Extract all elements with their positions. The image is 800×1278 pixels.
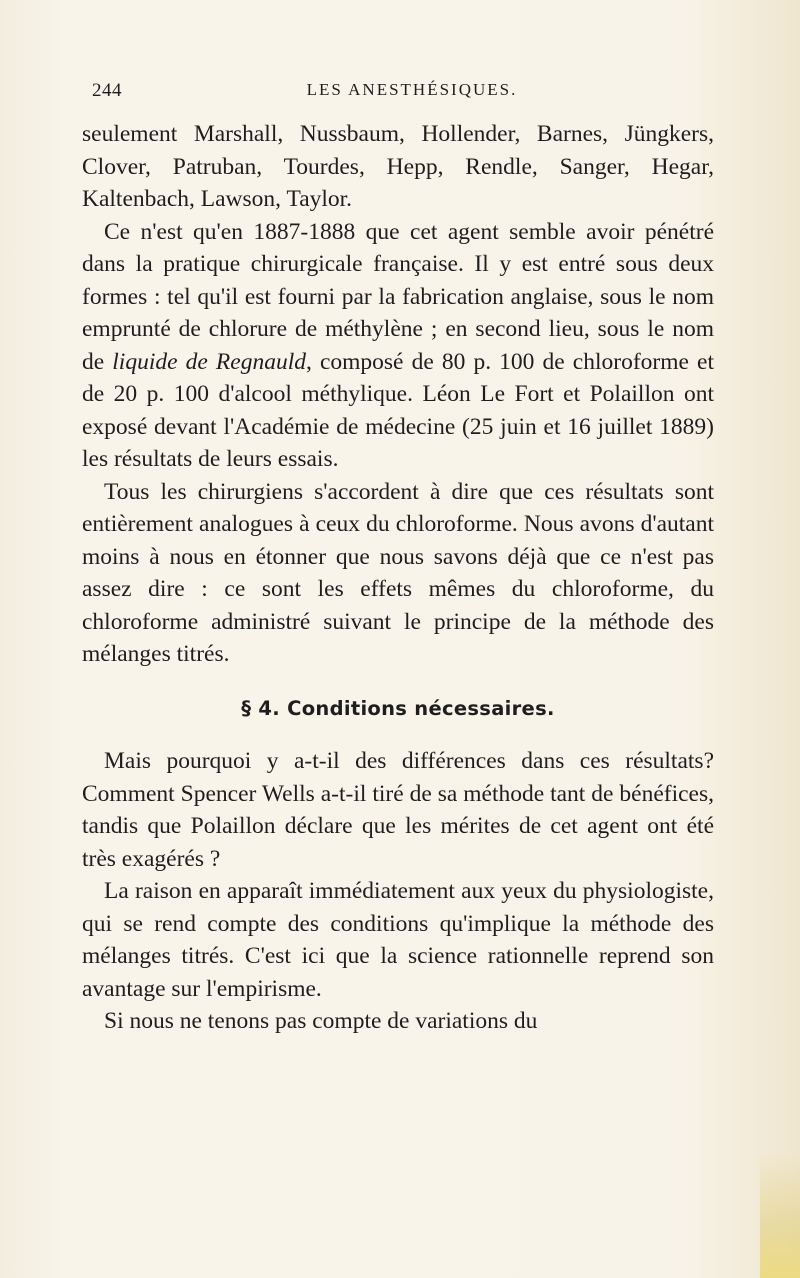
paragraph-6-text: Si nous ne tenons pas compte de variations du [104,1008,538,1034]
paragraph-1-text: seulement Marshall, Nussbaum, Hollender, Barnes, Jüngkers, Clover, Patruban, Tourdes, Hepp, Rendle, Sanger, Hegar, Kaltenbach, Lawson, Taylor. [82,121,714,212]
paragraph-2-italic-term: liquide de Regnauld [112,348,306,375]
paragraph-3 [82,476,714,671]
page-header [92,80,732,108]
paragraph-2 [82,216,714,476]
paragraph-2-text-start: Ce n'est qu'en 1887-1888 que cet agent semble avoir pénétré dans la pratique chirurgicale française. Il y est entré sous deux formes : tel qu'il est fourni par la fabrication anglaise, sous le nom emprunté de chlorure de méthylène ; en second lieu, sous le nom de [82,218,714,375]
running-title: LES ANESTHÉSIQUES. [306,80,518,99]
section-heading: § 4. Conditions nécessaires. [241,696,555,720]
paragraph-1 [82,118,714,216]
paragraph-5 [82,875,714,1005]
paragraph-2-text-end: , composé de 80 p. 100 de chloroforme et de 20 p. 100 d'alcool méthylique. Léon Le Fort et Polaillon ont exposé devant l'Académie de médecine (25 juin et 16 juillet 1889) les résultats de leurs essais. [82,348,714,472]
body-text [82,118,714,1038]
paragraph-4-text: Mais pourquoi y a-t-il des différences dans ces résultats? Comment Spencer Wells a-t-il tiré de sa méthode tant de bénéfices, tandis que Polaillon déclare que les mérites de cet agent ont été très exagérés ? [82,748,714,872]
paragraph-6 [82,1005,714,1038]
page-number: 244 [92,80,122,101]
paragraph-3-text: Tous les chirurgiens s'accordent à dire que ces résultats sont entièrement analogues à ceux du chloroforme. Nous avons d'autant moins à nous en étonner que nous savons déjà que ce n'est pas assez dire : ce sont les effets mêmes du chloroforme, du chloroforme administré suivant le principe de la méthode des mélanges titrés. [82,478,714,667]
paragraph-5-text: La raison en apparaît immédiatement aux yeux du physiologiste, qui se rend compte des conditions qu'implique la méthode des mélanges titrés. C'est ici que la science rationnelle reprend son avantage sur l'empirisme. [82,878,714,1002]
page-edge-stain [760,1150,800,1278]
paragraph-4 [82,745,714,875]
